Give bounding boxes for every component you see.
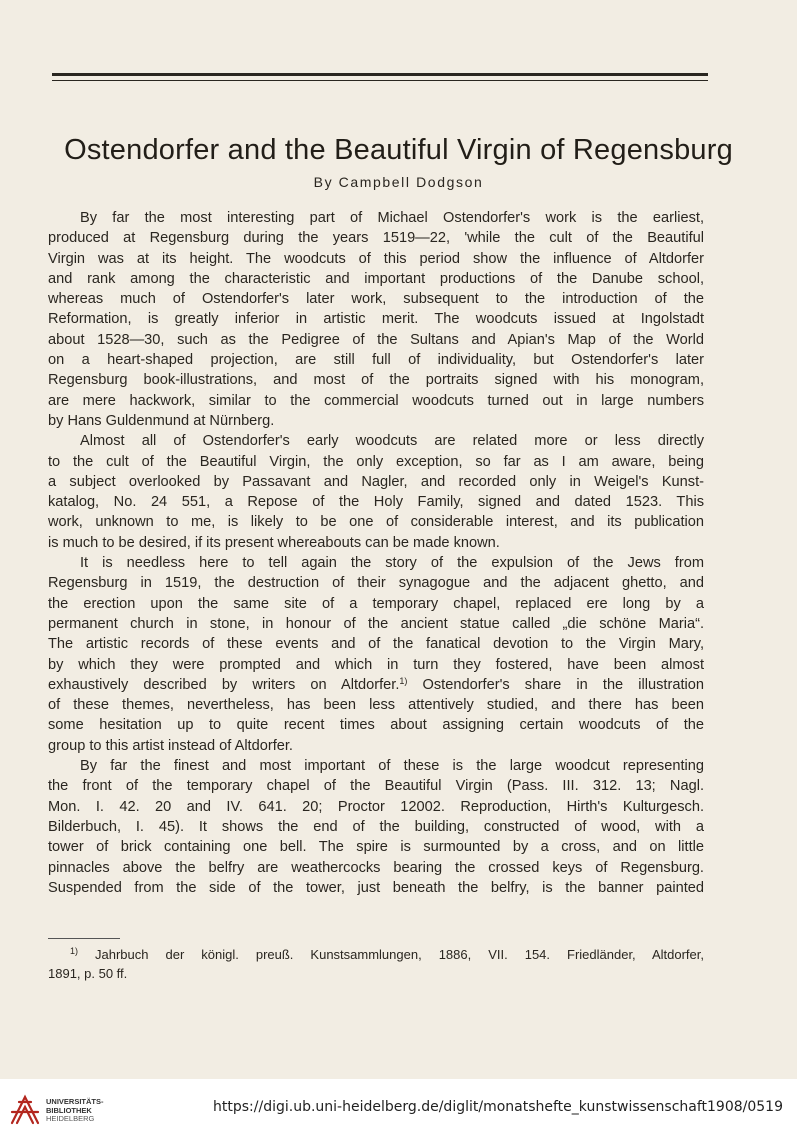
article-title: Ostendorfer and the Beautiful Virgin of Regensburg xyxy=(64,134,733,166)
article-body xyxy=(48,208,704,898)
article-byline: By Campbell Dodgson xyxy=(313,174,484,190)
library-name-line: BIBLIOTHEK xyxy=(46,1105,92,1115)
body-line-text: Ostendorfer's share in the illustration xyxy=(422,676,704,693)
body-line: Suspended from the side of the tower, just beneath the belfry, is the banner painted xyxy=(48,879,704,896)
footnote xyxy=(48,945,704,983)
body-line: pinnacles above the belfry are weathercocks bearing the crossed keys of Regensburg. xyxy=(48,859,704,876)
body-line: is much to be desired, if its present whereabouts can be made known. xyxy=(48,534,500,551)
body-line: work, unknown to me, is likely to be one of considerable interest, and its publication xyxy=(48,514,704,531)
body-line: by which they were prompted and which in turn they fostered, have been almost xyxy=(48,656,704,673)
library-name-line: UNIVERSITÄTS- xyxy=(46,1097,104,1106)
body-line xyxy=(48,675,704,695)
body-line: Regensburg in 1519, the destruction of their synagogue and the adjacent ghetto, and xyxy=(48,575,704,592)
body-line: Almost all of Ostendorfer's early woodcuts are related more or less directly xyxy=(80,433,704,450)
header-rule-thin xyxy=(52,80,708,81)
body-line: produced at Regensburg during the years 1519—22, 'while the cult of the Beautiful xyxy=(48,230,704,247)
body-line: on a heart-shaped projection, are still full of individuality, but Ostendorfer's later xyxy=(48,352,704,369)
body-line: about 1528—30, such as the Pedigree of the Sultans and Apian's Map of the World xyxy=(48,331,704,348)
footnote-line xyxy=(48,945,704,964)
body-line: Regensburg book-illustrations, and most of the portraits signed with his monogram, xyxy=(48,372,704,389)
body-line: katalog, No. 24 551, a Repose of the Holy Family, signed and dated 1523. This xyxy=(48,494,704,511)
body-line: and rank among the characteristic and important productions of the Danube school, xyxy=(48,270,704,287)
body-line-text: exhaustively described by writers on Altdorfer. xyxy=(48,676,400,693)
body-line: are mere hackwork, similar to the commercial woodcuts turned out in large numbers xyxy=(48,392,704,409)
university-library-logo-icon xyxy=(9,1094,41,1126)
body-line: by Hans Guldenmund at Nürnberg. xyxy=(48,412,275,429)
footnote-divider xyxy=(48,938,120,939)
footnote-text: Jahrbuch der königl. preuß. Kunstsammlungen, 1886, VII. 154. Friedländer, Altdorfer, xyxy=(95,947,704,962)
library-name-line: HEIDELBERG xyxy=(46,1114,95,1123)
body-line: whereas much of Ostendorfer's later work, subsequent to the introduction of the xyxy=(48,291,704,308)
body-line: group to this artist instead of Altdorfer. xyxy=(48,737,293,754)
body-line: a subject overlooked by Passavant and Nagler, and recorded only in Weigel's Kunst- xyxy=(48,473,704,490)
permalink-url[interactable]: https://digi.ub.uni-heidelberg.de/diglit/monatshefte_kunstwissenschaft1908/0519 xyxy=(213,1099,783,1115)
body-line: It is needless here to tell again the story of the expulsion of the Jews from xyxy=(80,555,704,572)
footnote-line: 1891, p. 50 ff. xyxy=(48,966,128,981)
body-line: The artistic records of these events and of the fanatical devotion to the Virgin Mary, xyxy=(48,636,704,653)
body-line: the erection upon the same site of a temporary chapel, replaced ere long by a xyxy=(48,595,704,612)
body-line: of these themes, nevertheless, has been less attentively studied, and there has been xyxy=(48,697,704,714)
body-line: Virgin was at its height. The woodcuts of this period show the influence of Altdorfer xyxy=(48,250,704,267)
header-rule-thick xyxy=(52,73,708,76)
body-line: Mon. I. 42. 20 and IV. 641. 20; Proctor 12002. Reproduction, Hirth's Kulturgesch. xyxy=(48,798,704,815)
body-line: Reformation, is greatly inferior in artistic merit. The woodcuts issued at Ingolstadt xyxy=(48,311,704,328)
body-line: By far the finest and most important of these is the large woodcut representing xyxy=(80,758,704,775)
library-name xyxy=(46,1098,104,1124)
body-line: the front of the temporary chapel of the Beautiful Virgin (Pass. III. 312. 13; Nagl. xyxy=(48,778,704,795)
body-line: permanent church in stone, in honour of the ancient statue called „die schöne Maria“. xyxy=(48,615,704,632)
footnote-reference: 1) xyxy=(399,675,408,686)
body-line: some hesitation up to quite recent times about assigning certain woodcuts of the xyxy=(48,717,704,734)
body-line: By far the most interesting part of Michael Ostendorfer's work is the earliest, xyxy=(80,210,704,226)
viewer-footer xyxy=(0,1079,797,1143)
body-line: Bilderbuch, I. 45). It shows the end of the building, constructed of wood, with a xyxy=(48,818,704,835)
body-line: to the cult of the Beautiful Virgin, the only exception, so far as I am aware, being xyxy=(48,453,704,470)
body-line: tower of brick containing one bell. The spire is surmounted by a cross, and on little xyxy=(48,839,704,856)
footnote-mark: 1) xyxy=(70,946,79,956)
